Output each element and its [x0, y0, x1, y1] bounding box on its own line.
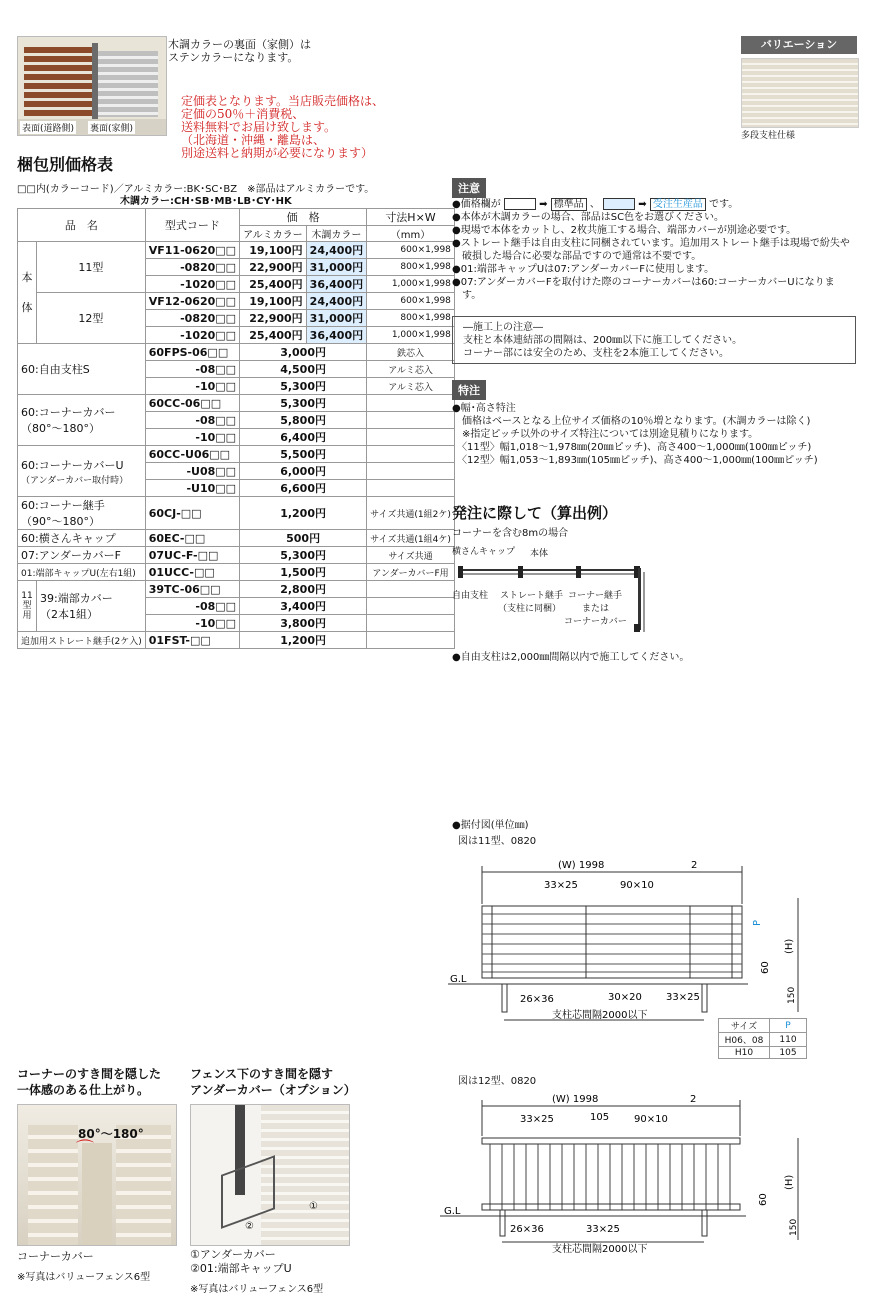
arrow-icon: ➡	[539, 199, 548, 210]
part-name-main: 60:コーナーカバーU	[21, 458, 124, 472]
part-code: -08□□	[145, 361, 239, 378]
part-note	[367, 412, 455, 429]
undercover-caption-2: ②01:端部キャップU	[190, 1262, 292, 1275]
row-size: 800×1,998	[367, 259, 455, 276]
part-note: アルミ芯入	[367, 361, 455, 378]
row-wood: 24,400円	[306, 293, 366, 310]
part-note	[367, 463, 455, 480]
row-code: -0820□□	[145, 259, 239, 276]
corner-note: ※写真はバリューフェンス6型	[17, 1272, 151, 1283]
part-code: -U08□□	[145, 463, 239, 480]
notice-item: ●07:アンダーカバーFを取付けた際のコーナーカバーは60:コーナーカバーUになりま	[452, 277, 835, 288]
part-code: -U10□□	[145, 480, 239, 497]
dim-90x10: 90×10	[620, 880, 654, 891]
dim-h: (H)	[784, 938, 795, 954]
dim-150: 150	[787, 986, 797, 1004]
dim-105: 105	[590, 1112, 610, 1123]
blank-box	[504, 198, 536, 210]
undercover-photo	[190, 1104, 350, 1246]
row-wood: 36,400円	[306, 276, 366, 293]
part-code: 39TC-06□□	[145, 581, 239, 598]
order-diagram	[452, 540, 662, 640]
part-name-main: 60:コーナー継手	[21, 499, 105, 512]
special-item: ※指定ピッチ以外のサイズ特注については別途見積りになります。	[452, 429, 759, 440]
sales-note-line: （北海道・沖縄・離島は、	[181, 133, 326, 147]
part-side: 11型用	[18, 581, 37, 632]
part-price: 5,800円	[240, 412, 367, 429]
row-size: 1,000×1,998	[367, 327, 455, 344]
col-name: 品 名	[18, 209, 146, 242]
special-item: 価格はベースとなる上位サイズ価格の10％増となります。(木調カラーは除く)	[452, 416, 811, 427]
dim-60: 60	[760, 961, 771, 974]
standard-label: 標準品	[551, 198, 587, 211]
row-size: 600×1,998	[367, 293, 455, 310]
row-code: -1020□□	[145, 276, 239, 293]
dim-2: 2	[691, 860, 698, 871]
p-cell: 105	[770, 1047, 807, 1059]
part-code: -10□□	[145, 429, 239, 446]
drawing-title: ●据付図(単位㎜)	[452, 820, 529, 831]
order-title: 発注に際して（算出例）	[452, 504, 618, 522]
callout-2: ②	[245, 1221, 254, 1232]
notice-block	[452, 198, 860, 302]
corner-caption: コーナーカバー	[17, 1250, 94, 1263]
dim-90x10: 90×10	[634, 1114, 668, 1125]
angle-label: 80°～180°	[78, 1127, 144, 1141]
part-code: 60CJ-□□	[145, 497, 239, 530]
label-cap: 横さんキャップ	[452, 547, 516, 557]
dim-30x20: 30×20	[608, 992, 642, 1003]
row-alu: 22,900円	[240, 259, 307, 276]
order-subtitle: コーナーを含む8mの場合	[452, 528, 569, 539]
part-price: 3,000円	[240, 344, 367, 361]
label-joint2: （支柱に同梱）	[498, 604, 562, 614]
part-note	[367, 615, 455, 632]
body-label-1: 本	[21, 270, 33, 284]
part-code: -10□□	[145, 378, 239, 395]
part-name-sub: （アンダーカバー取付時）	[21, 475, 129, 486]
drawing-sub2: 図は12型、0820	[458, 1076, 537, 1087]
drawing-sub1: 図は11型、0820	[458, 836, 537, 847]
photo-note-line1: 木調カラーの裏面（家側）は	[168, 38, 311, 51]
part-note: サイズ共通	[367, 547, 455, 564]
part-code: 60CC-U06□□	[145, 446, 239, 463]
special-item: ●幅･高さ特注	[452, 403, 516, 414]
dim-33x25: 33×25	[520, 1114, 554, 1125]
part-name: 追加用ストレート継手(2ケ入)	[18, 632, 146, 649]
part-name-main: 39:端部カバー	[40, 592, 113, 605]
part-note: サイズ共通(1組4ケ)	[367, 530, 455, 547]
corner-title	[17, 1066, 161, 1098]
gl-label: G.L	[444, 1206, 461, 1217]
part-price: 5,300円	[240, 378, 367, 395]
part-price: 5,500円	[240, 446, 367, 463]
part-note: アルミ芯入	[367, 378, 455, 395]
dim-2: 2	[690, 1094, 697, 1105]
notice-header: 注意	[452, 178, 486, 198]
p-head: P	[770, 1019, 807, 1033]
install-caution-line: 支柱と本体連結部の間隔は、200㎜以下に施工してください。	[463, 335, 743, 346]
part-name-main: 60:コーナーカバー	[21, 406, 116, 419]
row-name: 12型	[37, 293, 146, 344]
angle-arrow-icon: ⌒	[76, 1139, 94, 1160]
part-name: 07:アンダーカバーF	[18, 547, 146, 564]
callout-1: ①	[309, 1201, 318, 1212]
sales-note-line: 定価の50％＋消費税、	[181, 107, 305, 121]
row-alu: 25,400円	[240, 276, 307, 293]
part-price: 6,400円	[240, 429, 367, 446]
dim-span: 支柱芯間隔2000以下	[552, 1010, 648, 1021]
part-code: 60FPS-06□□	[145, 344, 239, 361]
col-unit: （mm）	[367, 226, 455, 242]
undercover-caption-1: ①アンダーカバー	[190, 1248, 276, 1261]
col-wood: 木調カラー	[306, 226, 366, 242]
part-code: -10□□	[145, 615, 239, 632]
part-price: 3,800円	[240, 615, 367, 632]
notice-item: ●現場で本体をカットし、2枚共施工する場合、端部カバーが別途必要です。	[452, 225, 797, 236]
part-code: 07UC-F-□□	[145, 547, 239, 564]
arrow-icon: ➡	[638, 199, 647, 210]
part-note	[367, 598, 455, 615]
sales-note	[181, 95, 384, 160]
undercover-title	[190, 1066, 356, 1098]
body-label	[18, 242, 37, 344]
size-cell: H10	[719, 1047, 770, 1059]
part-price: 6,600円	[240, 480, 367, 497]
part-name: 01:端部キャップU(左右1組)	[18, 564, 146, 581]
part-code: 60EC-□□	[145, 530, 239, 547]
notice-line1	[452, 198, 860, 211]
photo-note	[168, 38, 311, 64]
blue-box	[603, 198, 635, 210]
notice-item: ●ストレート継手は自由支柱に同梱されています。追加用ストレート継手は現場で紛失や	[452, 238, 850, 249]
gl-label: G.L	[450, 974, 467, 985]
size-p-table	[718, 1018, 807, 1059]
photo-note-line2: ステンカラーになります。	[168, 51, 299, 64]
install-caution-box	[452, 316, 856, 364]
col-alu: アルミカラー	[240, 226, 307, 242]
col-size: 寸法H×W	[367, 209, 455, 226]
install-caution-title: ―施工上の注意―	[463, 322, 543, 333]
size-head: サイズ	[719, 1019, 770, 1033]
col-price: 価 格	[240, 209, 367, 226]
dim-33x25: 33×25	[544, 880, 578, 891]
notice-item: す。	[452, 290, 482, 301]
row-wood: 24,400円	[306, 242, 366, 259]
part-name	[18, 446, 146, 497]
special-item: 〈11型〉幅1,018～1,978㎜(20㎜ピッチ)、高さ400～1,000㎜(100㎜ピッチ)	[452, 442, 812, 453]
body-label-2: 体	[21, 300, 33, 314]
part-price: 2,800円	[240, 581, 367, 598]
part-note	[367, 632, 455, 649]
row-code: -0820□□	[145, 310, 239, 327]
corner-title-2: 一体感のある仕上がり。	[17, 1083, 150, 1097]
undercover-title-1: フェンス下のすき間を隠す	[190, 1067, 334, 1081]
row-alu: 25,400円	[240, 327, 307, 344]
variation-photo	[741, 58, 859, 128]
part-note: サイズ共通(1組2ケ)	[367, 497, 455, 530]
part-note: アンダーカバーF用	[367, 564, 455, 581]
row-size: 800×1,998	[367, 310, 455, 327]
order-note: ●自由支柱は2,000㎜間隔以内で施工してください。	[452, 652, 690, 663]
part-price: 1,500円	[240, 564, 367, 581]
size-cell: H06、08	[719, 1033, 770, 1047]
part-name: 60:自由支柱S	[18, 344, 146, 395]
part-price: 4,500円	[240, 361, 367, 378]
part-name	[18, 497, 146, 530]
label-back: 裏面(家側)	[88, 121, 135, 134]
row-wood: 31,000円	[306, 259, 366, 276]
part-name-sub: （80°～180°）	[21, 422, 100, 435]
part-price: 500円	[240, 530, 367, 547]
fence-photo	[17, 36, 167, 136]
col-code: 型式コード	[145, 209, 239, 242]
install-caution-line: コーナー部には安全のため、支柱を2本施工してください。	[463, 348, 729, 359]
label-joint1: ストレート継手	[500, 591, 564, 601]
special-block	[452, 402, 860, 467]
dim-26x36: 26×36	[520, 994, 554, 1005]
part-name: 60:横さんキャップ	[18, 530, 146, 547]
row-code: VF12-0620□□	[145, 293, 239, 310]
undercover-caption	[190, 1248, 292, 1276]
part-note: 鉄芯入	[367, 344, 455, 361]
label-corner3: コーナーカバー	[564, 617, 627, 627]
variation-caption: 多段支柱仕様	[741, 131, 796, 141]
row-name: 11型	[37, 242, 146, 293]
row-alu: 19,100円	[240, 293, 307, 310]
part-price: 5,300円	[240, 395, 367, 412]
corner-title-1: コーナーのすき間を隠した	[17, 1067, 162, 1081]
special-header: 特注	[452, 380, 486, 400]
notice-line1-e: です。	[709, 199, 739, 210]
part-code: 01FST-□□	[145, 632, 239, 649]
part-note	[367, 480, 455, 497]
row-size: 600×1,998	[367, 242, 455, 259]
notice-item: 破損した場合に必要な部品ですので通常は不要です。	[452, 251, 702, 262]
label-corner1: コーナー継手	[568, 591, 623, 601]
notice-item: ●01:端部キャップUは07:アンダーカバーFに使用します。	[452, 264, 715, 275]
drawing-12	[440, 1090, 810, 1260]
sales-note-line: 定価表となります。当店販売価格は、	[181, 94, 385, 108]
variation-header: バリエーション	[741, 36, 857, 54]
part-price: 3,400円	[240, 598, 367, 615]
dim-span: 支柱芯間隔2000以下	[552, 1244, 648, 1255]
dim-h: (H)	[784, 1174, 795, 1190]
label-body: 本体	[530, 549, 549, 559]
part-price: 1,200円	[240, 632, 367, 649]
special-item: 〈12型〉幅1,053～1,893㎜(105㎜ピッチ)、高さ400～1,000㎜(100㎜ピッチ)	[452, 455, 818, 466]
part-code: -08□□	[145, 412, 239, 429]
part-code: 60CC-06□□	[145, 395, 239, 412]
part-note	[367, 429, 455, 446]
part-price: 1,200円	[240, 497, 367, 530]
dim-33x25-b: 33×25	[666, 992, 700, 1003]
sales-note-line: 送料無料でお届け致します。	[181, 120, 337, 134]
p-cell: 110	[770, 1033, 807, 1047]
part-name	[37, 581, 146, 632]
undercover-title-2: アンダーカバー（オプション）	[190, 1083, 356, 1097]
row-alu: 22,900円	[240, 310, 307, 327]
part-name	[18, 395, 146, 446]
color-code-line2: 木調カラー:CH･SB･MB･LB･CY･HK	[120, 196, 292, 207]
sales-note-line: 別途送料と納期が必要になります）	[181, 146, 374, 160]
dim-w: (W) 1998	[558, 860, 605, 871]
dim-33x25-b: 33×25	[586, 1224, 620, 1235]
row-wood: 36,400円	[306, 327, 366, 344]
undercover-note: ※写真はバリューフェンス6型	[190, 1284, 324, 1295]
dim-w: (W) 1998	[552, 1094, 599, 1105]
color-code-line1: □□内(カラーコード)／アルミカラー:BK･SC･BZ ※部品はアルミカラーです。	[17, 184, 375, 195]
notice-line1-c: 、	[589, 199, 600, 210]
dim-60: 60	[758, 1193, 769, 1206]
label-front: 表面(道路側)	[20, 121, 76, 134]
row-code: VF11-0620□□	[145, 242, 239, 259]
dim-p: P	[752, 919, 763, 926]
row-alu: 19,100円	[240, 242, 307, 259]
dim-150: 150	[789, 1218, 799, 1236]
corner-photo	[17, 1104, 177, 1246]
made-to-order-label: 受注生産品	[650, 198, 706, 211]
row-code: -1020□□	[145, 327, 239, 344]
notice-line1-a: ●価格欄が	[452, 199, 501, 210]
row-wood: 31,000円	[306, 310, 366, 327]
price-table	[17, 208, 455, 649]
part-name-sub: （2本1組）	[40, 608, 98, 621]
part-code: 01UCC-□□	[145, 564, 239, 581]
part-note	[367, 395, 455, 412]
price-table-title: 梱包別価格表	[17, 155, 114, 174]
part-price: 6,000円	[240, 463, 367, 480]
part-note	[367, 581, 455, 598]
part-price: 5,300円	[240, 547, 367, 564]
part-name-sub: （90°～180°）	[21, 515, 100, 528]
part-code: -08□□	[145, 598, 239, 615]
notice-item: ●本体が木調カラーの場合、部品はSC色をお選びください。	[452, 212, 725, 223]
row-size: 1,000×1,998	[367, 276, 455, 293]
part-note	[367, 446, 455, 463]
dim-26x36: 26×36	[510, 1224, 544, 1235]
label-corner2: または	[582, 604, 610, 614]
label-post: 自由支柱	[452, 591, 489, 601]
